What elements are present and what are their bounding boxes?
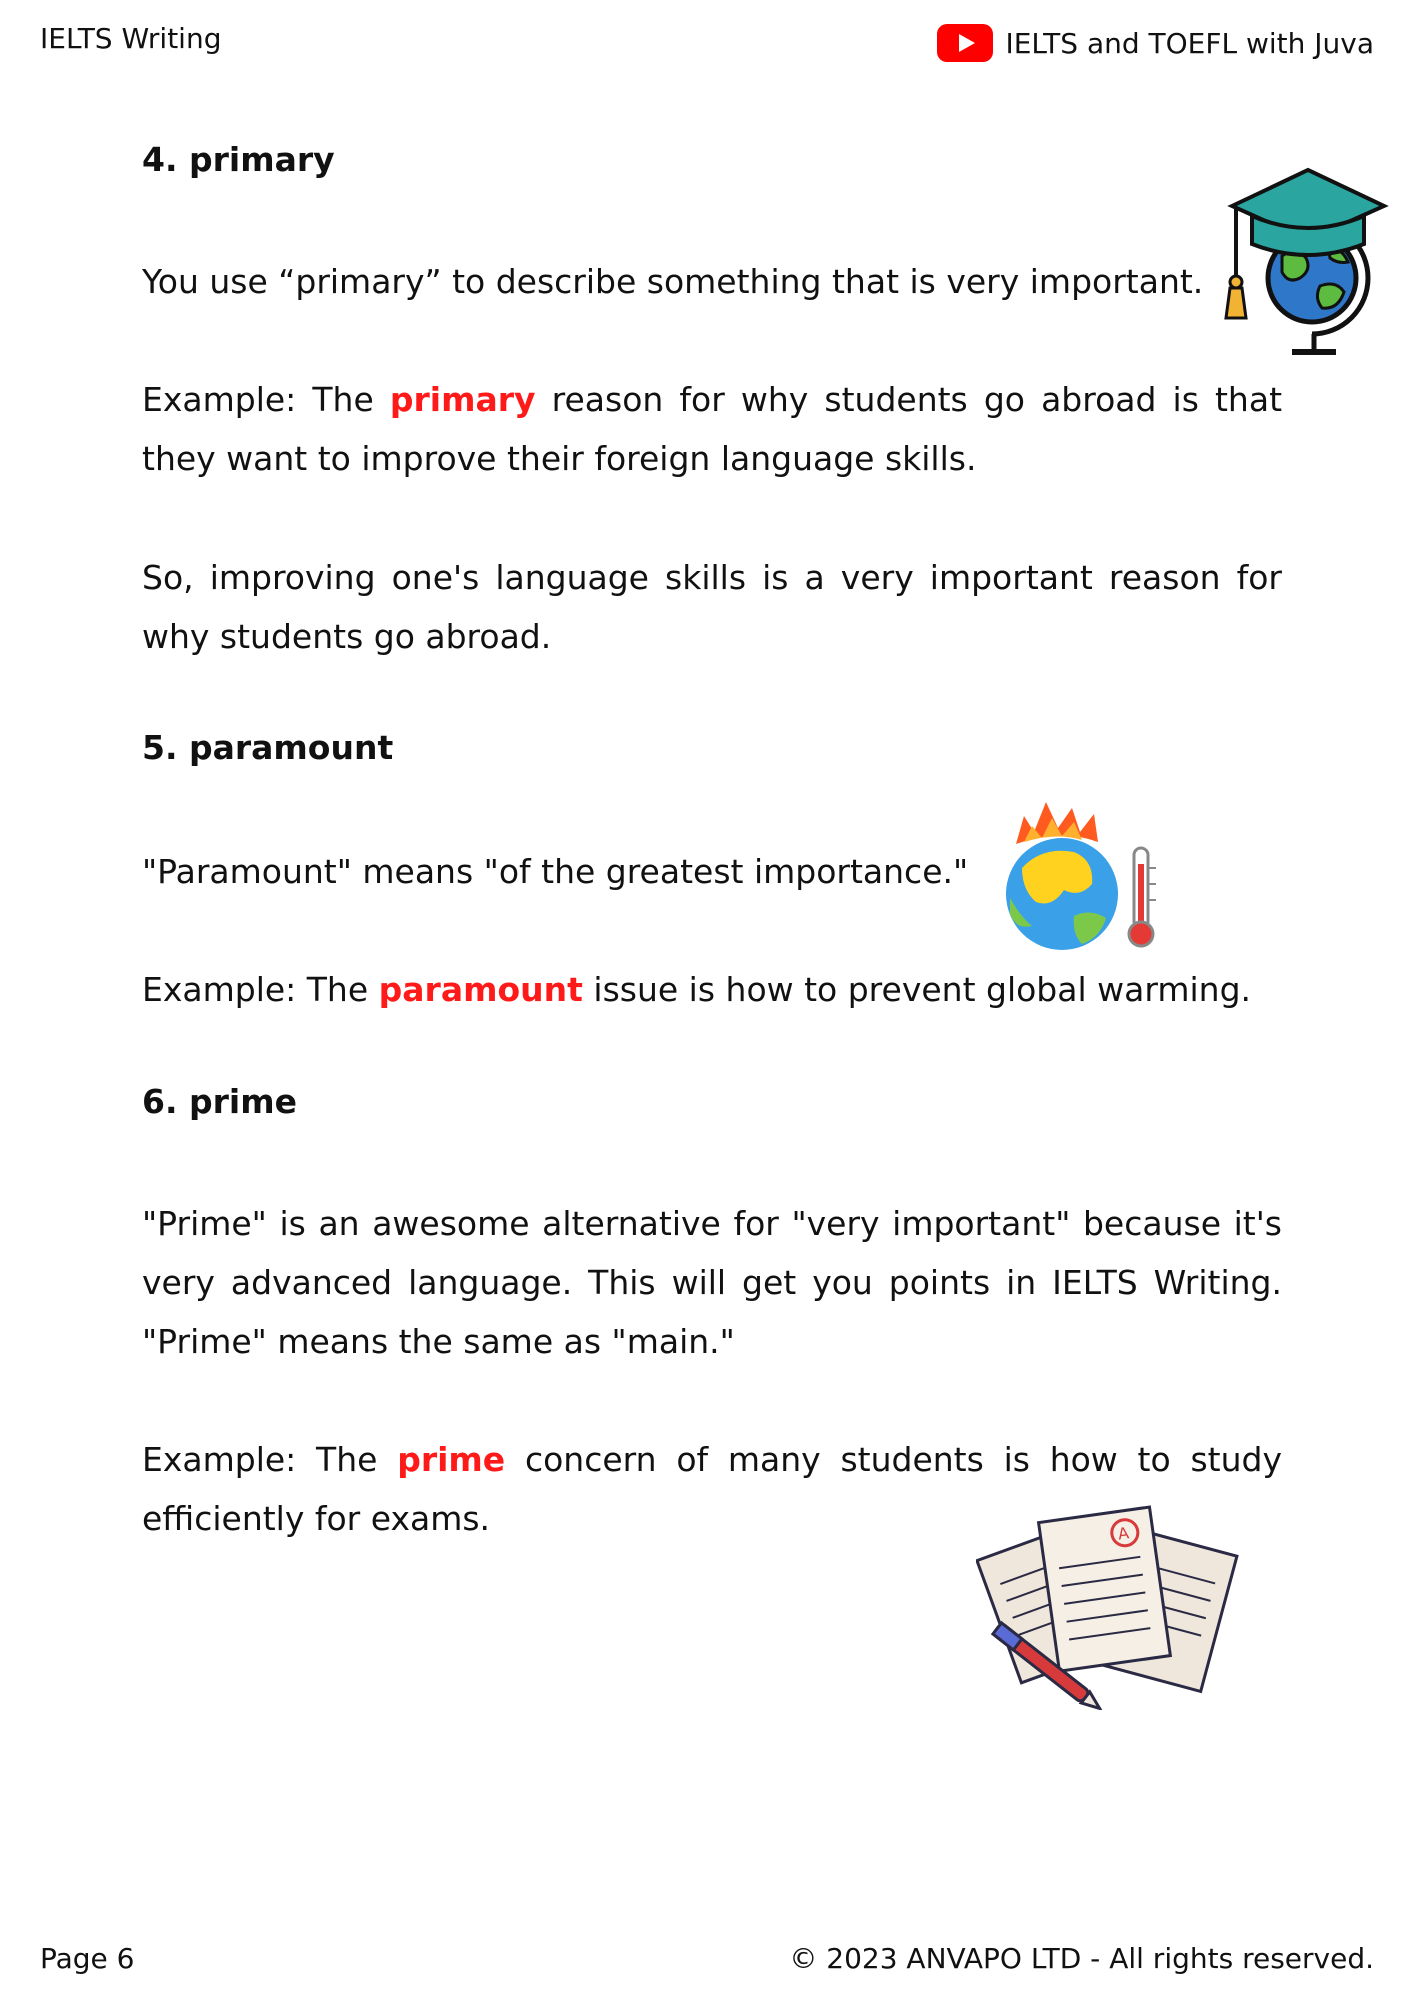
highlighted-word-prime: prime (397, 1440, 506, 1479)
example-prefix: Example: The (142, 380, 374, 419)
youtube-icon (937, 24, 993, 62)
channel-name: IELTS and TOEFL with Juva (1005, 26, 1374, 60)
highlighted-word-paramount: paramount (378, 970, 583, 1009)
example-primary (142, 370, 1282, 488)
document-title: IELTS Writing (40, 22, 222, 55)
example-prefix: Example: The (142, 970, 369, 1009)
explanation-primary: So, improving one's language skills is a very important reason for why students go abroad. (142, 558, 1282, 656)
global-warming-icon (1002, 798, 1172, 958)
example-suffix: concern of many students is how to study efficiently for exams. (142, 1440, 1282, 1538)
section-heading-prime: 6. prime (142, 1082, 297, 1121)
channel-link[interactable] (937, 24, 1374, 62)
copyright-notice: © 2023 ANVAPO LTD - All rights reserved. (789, 1942, 1374, 1975)
page-number: Page 6 (40, 1942, 135, 1975)
exam-papers-icon (976, 1500, 1246, 1710)
section-heading-paramount: 5. paramount (142, 728, 394, 767)
definition-prime: "Prime" is an awesome alternative for "very important" because it's very advanced language. This will get you points in IELTS Writing. "Prime" means the same as "main." (142, 1204, 1282, 1361)
definition-primary: You use “primary” to describe something that is very important. (142, 262, 1204, 301)
highlighted-word-primary: primary (389, 380, 536, 419)
example-suffix: issue is how to prevent global warming. (593, 970, 1252, 1009)
example-prefix: Example: The (142, 1440, 378, 1479)
section-heading-primary: 4. primary (142, 140, 335, 179)
example-suffix: reason for why students go abroad is that they want to improve their foreign language skills. (142, 380, 1283, 478)
definition-paramount: "Paramount" means "of the greatest importance." (142, 852, 969, 891)
svg-text:A: A (1116, 1523, 1131, 1544)
example-paramount (142, 960, 1282, 1019)
graduation-globe-icon (1212, 166, 1392, 366)
